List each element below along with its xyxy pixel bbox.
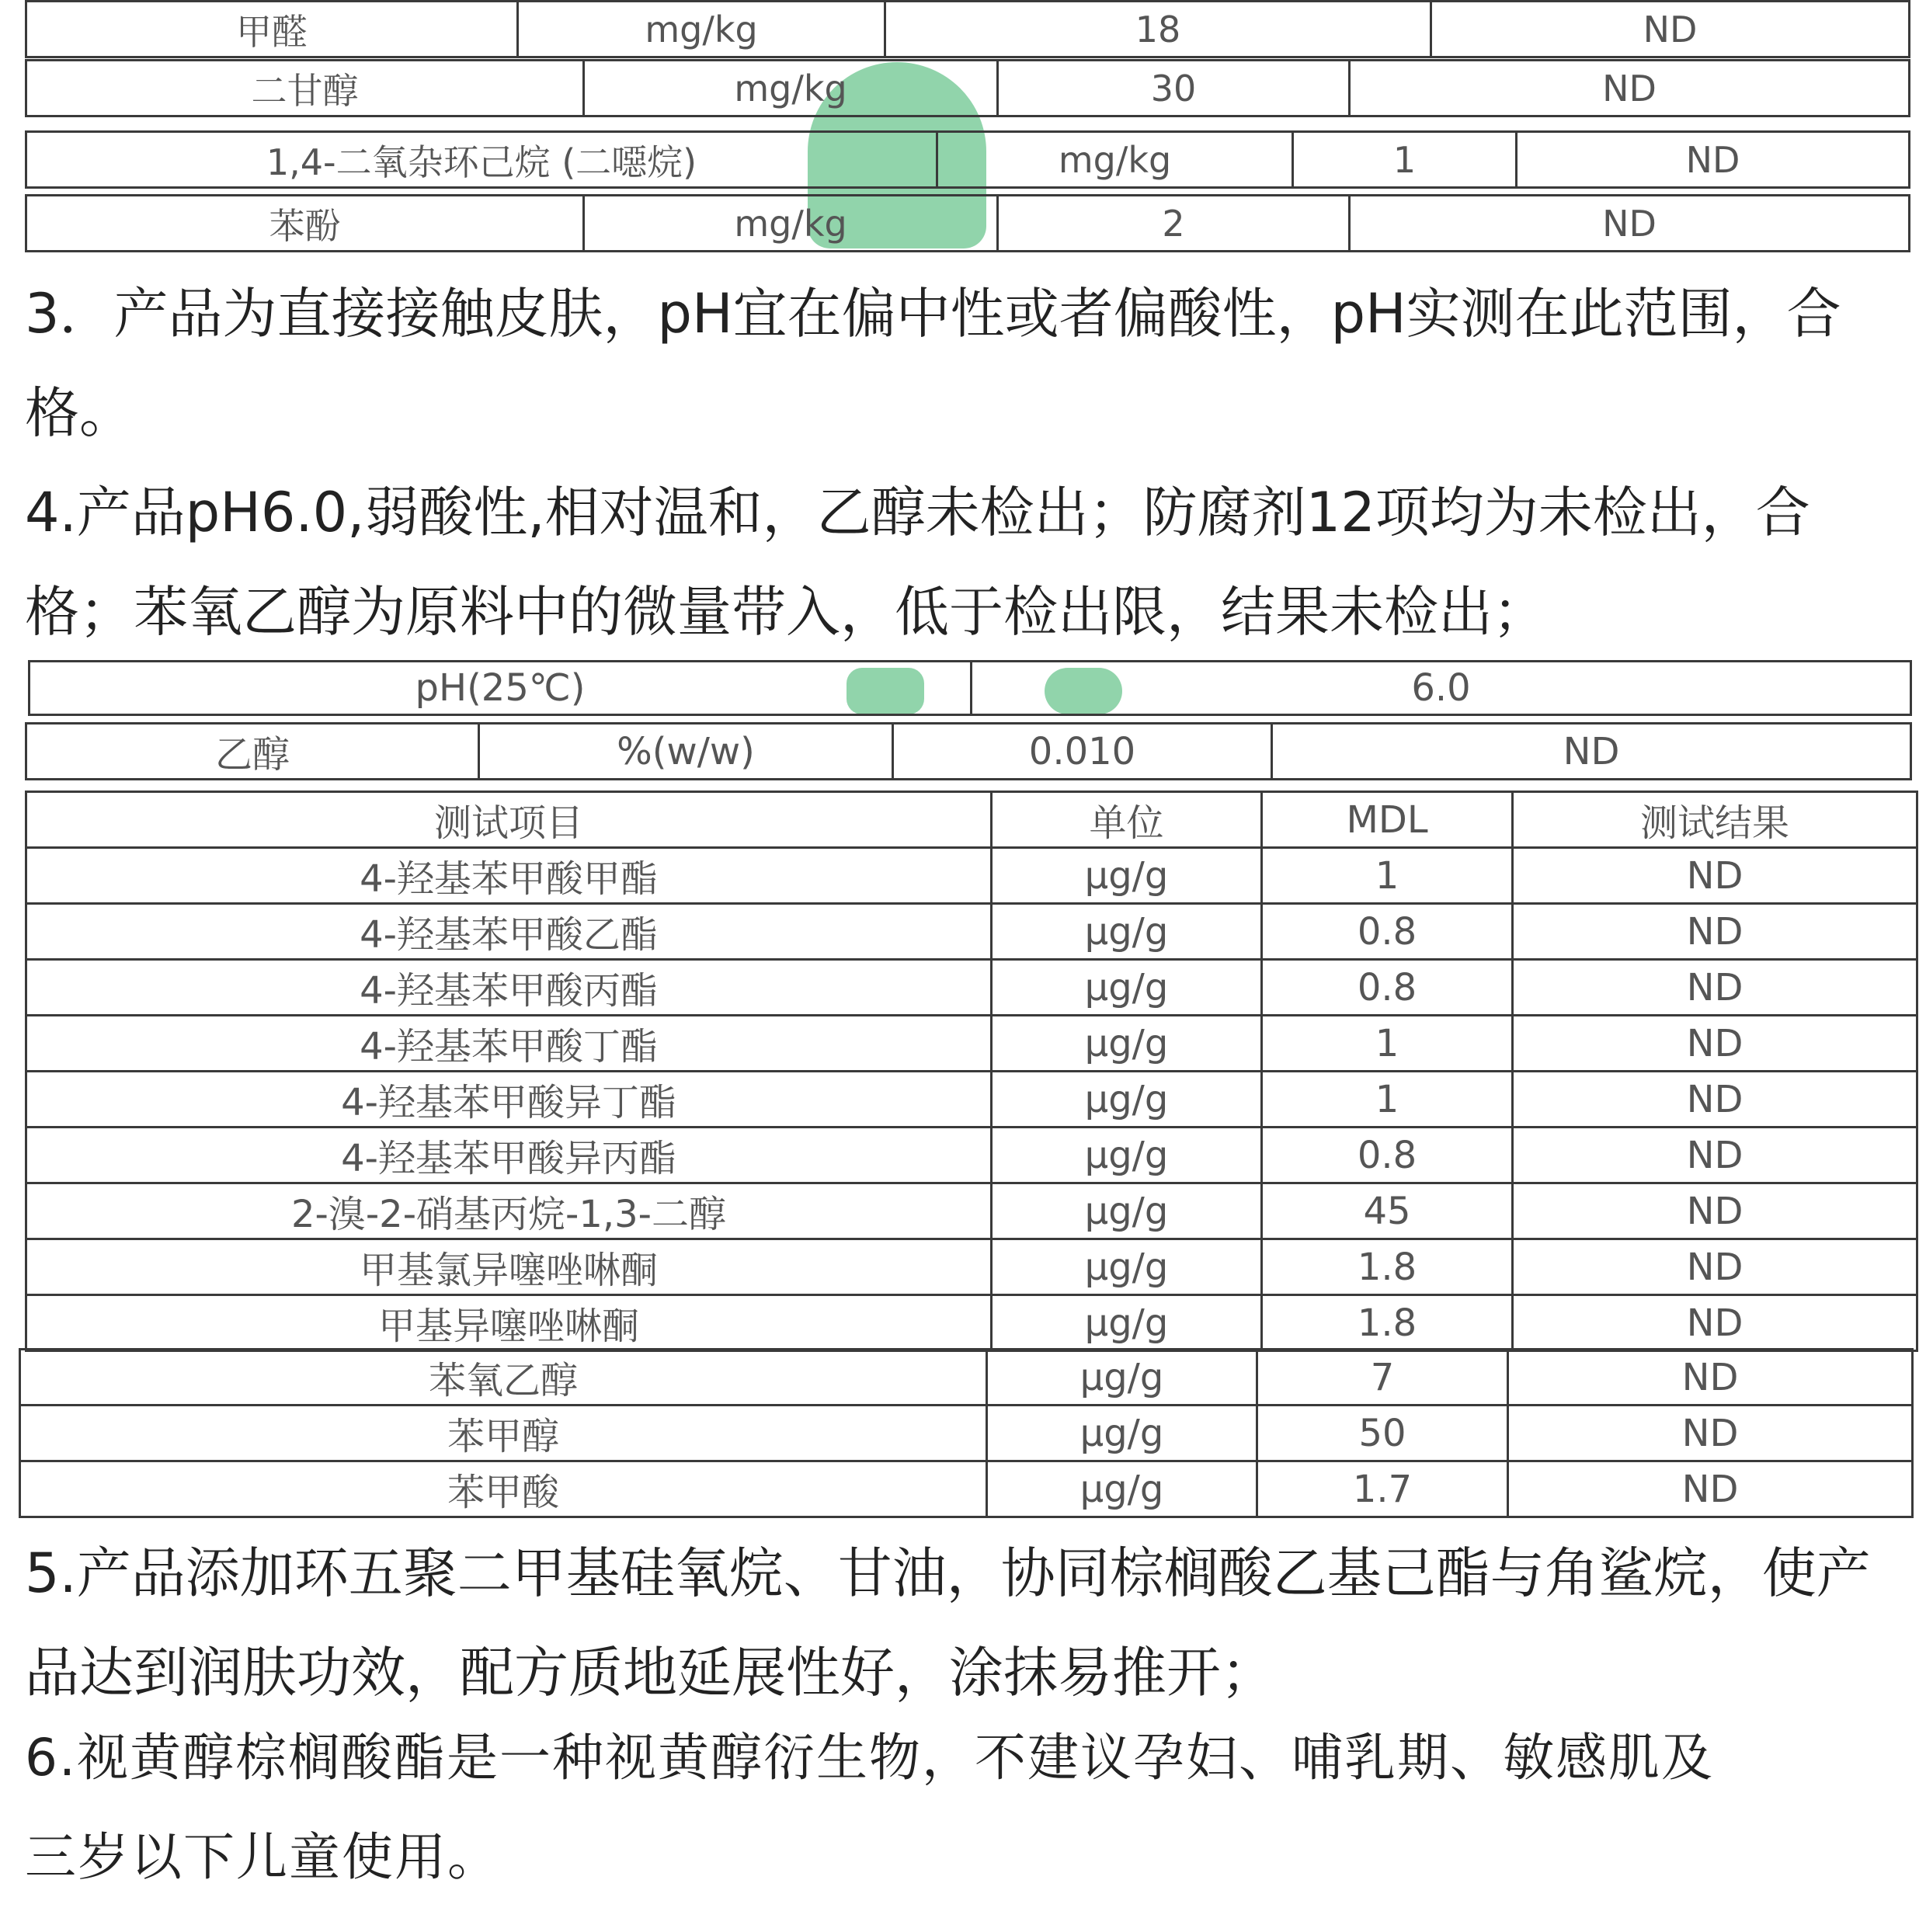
table-row — [30, 662, 1911, 715]
cell-result: ND — [1513, 1183, 1917, 1239]
table-ph — [28, 660, 1912, 716]
cell-unit: μg/g — [992, 1295, 1262, 1351]
cell-item: 苯酚 — [26, 196, 584, 252]
table-row — [26, 724, 1911, 780]
table-row — [26, 1016, 1917, 1072]
cell-item: 甲基氯异噻唑啉酮 — [26, 1239, 992, 1295]
cell-unit: μg/g — [992, 1128, 1262, 1183]
cell-item: 苯甲酸 — [20, 1461, 987, 1517]
cell-result: ND — [1513, 848, 1917, 904]
cell-item: 乙醇 — [26, 724, 479, 780]
table-preservatives — [25, 791, 1918, 1352]
header-unit: 单位 — [992, 792, 1262, 848]
cell-item: 4-羟基苯甲酸乙酯 — [26, 904, 992, 960]
cell-item: 2-溴-2-硝基丙烷-1,3-二醇 — [26, 1183, 992, 1239]
cell-unit: mg/kg — [584, 196, 998, 252]
table-row — [26, 848, 1917, 904]
cell-limit: 1 — [1293, 132, 1517, 188]
cell-result: ND — [1513, 1016, 1917, 1072]
header-result: 测试结果 — [1513, 792, 1917, 848]
cell-unit: %(w/w) — [479, 724, 893, 780]
cell-mdl: 1 — [1262, 1016, 1513, 1072]
cell-limit: 30 — [998, 61, 1350, 116]
table-row — [26, 1072, 1917, 1128]
table-row — [26, 1183, 1917, 1239]
cell-result: ND — [1272, 724, 1911, 780]
cell-unit: μg/g — [992, 1016, 1262, 1072]
cell-item: 甲醛 — [26, 2, 518, 57]
cell-mdl: 50 — [1257, 1406, 1508, 1461]
table-row — [26, 1239, 1917, 1295]
table-row — [20, 1406, 1913, 1461]
cell-mdl: 45 — [1262, 1183, 1513, 1239]
table-header-row — [26, 792, 1917, 848]
cell-item: 4-羟基苯甲酸丁酯 — [26, 1016, 992, 1072]
cell-unit: μg/g — [987, 1350, 1257, 1406]
table-limits — [25, 130, 1910, 189]
cell-result: ND — [1350, 196, 1910, 252]
table-row — [26, 904, 1917, 960]
cell-item: 苯氧乙醇 — [20, 1350, 987, 1406]
cell-result: ND — [1513, 1295, 1917, 1351]
cell-item: 4-羟基苯甲酸异丙酯 — [26, 1128, 992, 1183]
table-row — [20, 1350, 1913, 1406]
table-row — [26, 1128, 1917, 1183]
cell-mdl: 1 — [1262, 848, 1513, 904]
header-item: 测试项目 — [26, 792, 992, 848]
cell-unit: μg/g — [987, 1461, 1257, 1517]
cell-mdl: 1 — [1262, 1072, 1513, 1128]
cell-result: ND — [1431, 2, 1910, 57]
cell-unit: μg/g — [992, 848, 1262, 904]
cell-unit: μg/g — [992, 1239, 1262, 1295]
cell-result: ND — [1517, 132, 1910, 188]
cell-item: 1,4-二氧杂环己烷 (二噁烷) — [26, 132, 937, 188]
cell-result: ND — [1508, 1461, 1913, 1517]
cell-result: ND — [1350, 61, 1910, 116]
cell-result: ND — [1513, 1072, 1917, 1128]
table-row — [26, 1295, 1917, 1351]
ph-value: 6.0 — [972, 662, 1911, 715]
cell-result: ND — [1513, 1128, 1917, 1183]
header-mdl: MDL — [1262, 792, 1513, 848]
ph-label: pH(25℃) — [30, 662, 972, 715]
cell-result: ND — [1508, 1406, 1913, 1461]
table-limits — [25, 59, 1910, 117]
cell-unit: mg/kg — [518, 2, 885, 57]
table-row — [20, 1461, 1913, 1517]
cell-item: 甲基异噻唑啉酮 — [26, 1295, 992, 1351]
table-row — [26, 61, 1910, 116]
cell-unit: μg/g — [992, 1183, 1262, 1239]
table-limits — [25, 194, 1910, 252]
cell-unit: mg/kg — [584, 61, 998, 116]
table-row — [26, 132, 1910, 188]
cell-mdl: 0.8 — [1262, 960, 1513, 1016]
cell-mdl: 1.8 — [1262, 1239, 1513, 1295]
cell-item: 苯甲醇 — [20, 1406, 987, 1461]
table-row — [26, 196, 1910, 252]
paragraph-4: 4.产品pH6.0,弱酸性,相对温和，乙醇未检出；防腐剂12项均为未检出，合格；苯氧乙醇为原料中的微量带入，低于检出限，结果未检出； — [25, 481, 1810, 644]
table-row — [26, 2, 1910, 57]
cell-mdl: 0.8 — [1262, 904, 1513, 960]
cell-unit: μg/g — [992, 960, 1262, 1016]
cell-limit: 0.010 — [893, 724, 1272, 780]
cell-result: ND — [1513, 960, 1917, 1016]
table-other-preservatives — [19, 1348, 1914, 1518]
paragraph-3: 3．产品为直接接触皮肤，pH宜在偏中性或者偏酸性，pH实测在此范围，合格。 — [25, 282, 1841, 445]
cell-item: 4-羟基苯甲酸异丁酯 — [26, 1072, 992, 1128]
cell-result: ND — [1508, 1350, 1913, 1406]
cell-mdl: 7 — [1257, 1350, 1508, 1406]
cell-mdl: 0.8 — [1262, 1128, 1513, 1183]
paragraph-6-line-1: 6.视黄醇棕榈酸酯是一种视黄醇衍生物，不建议孕妇、哺乳期、敏感肌及 — [25, 1728, 1714, 1788]
cell-item: 4-羟基苯甲酸甲酯 — [26, 848, 992, 904]
cell-result: ND — [1513, 1239, 1917, 1295]
cell-item: 二甘醇 — [26, 61, 584, 116]
table-row — [26, 960, 1917, 1016]
paragraph-5: 5.产品添加环五聚二甲基硅氧烷、甘油，协同棕榈酸乙基己酯与角鲨烷，使产品达到润肤功效，配方质地延展性好，涂抹易推开； — [25, 1541, 1871, 1704]
cell-result: ND — [1513, 904, 1917, 960]
cell-mdl: 1.8 — [1262, 1295, 1513, 1351]
cell-item: 4-羟基苯甲酸丙酯 — [26, 960, 992, 1016]
cell-unit: mg/kg — [937, 132, 1293, 188]
cell-limit: 18 — [885, 2, 1431, 57]
cell-unit: μg/g — [992, 904, 1262, 960]
cell-unit: μg/g — [992, 1072, 1262, 1128]
table-limits — [25, 0, 1910, 58]
paragraph-6-line-2: 三岁以下儿童使用。 — [25, 1827, 500, 1887]
cell-limit: 2 — [998, 196, 1350, 252]
table-ethanol — [25, 722, 1912, 780]
cell-unit: μg/g — [987, 1406, 1257, 1461]
cell-mdl: 1.7 — [1257, 1461, 1508, 1517]
